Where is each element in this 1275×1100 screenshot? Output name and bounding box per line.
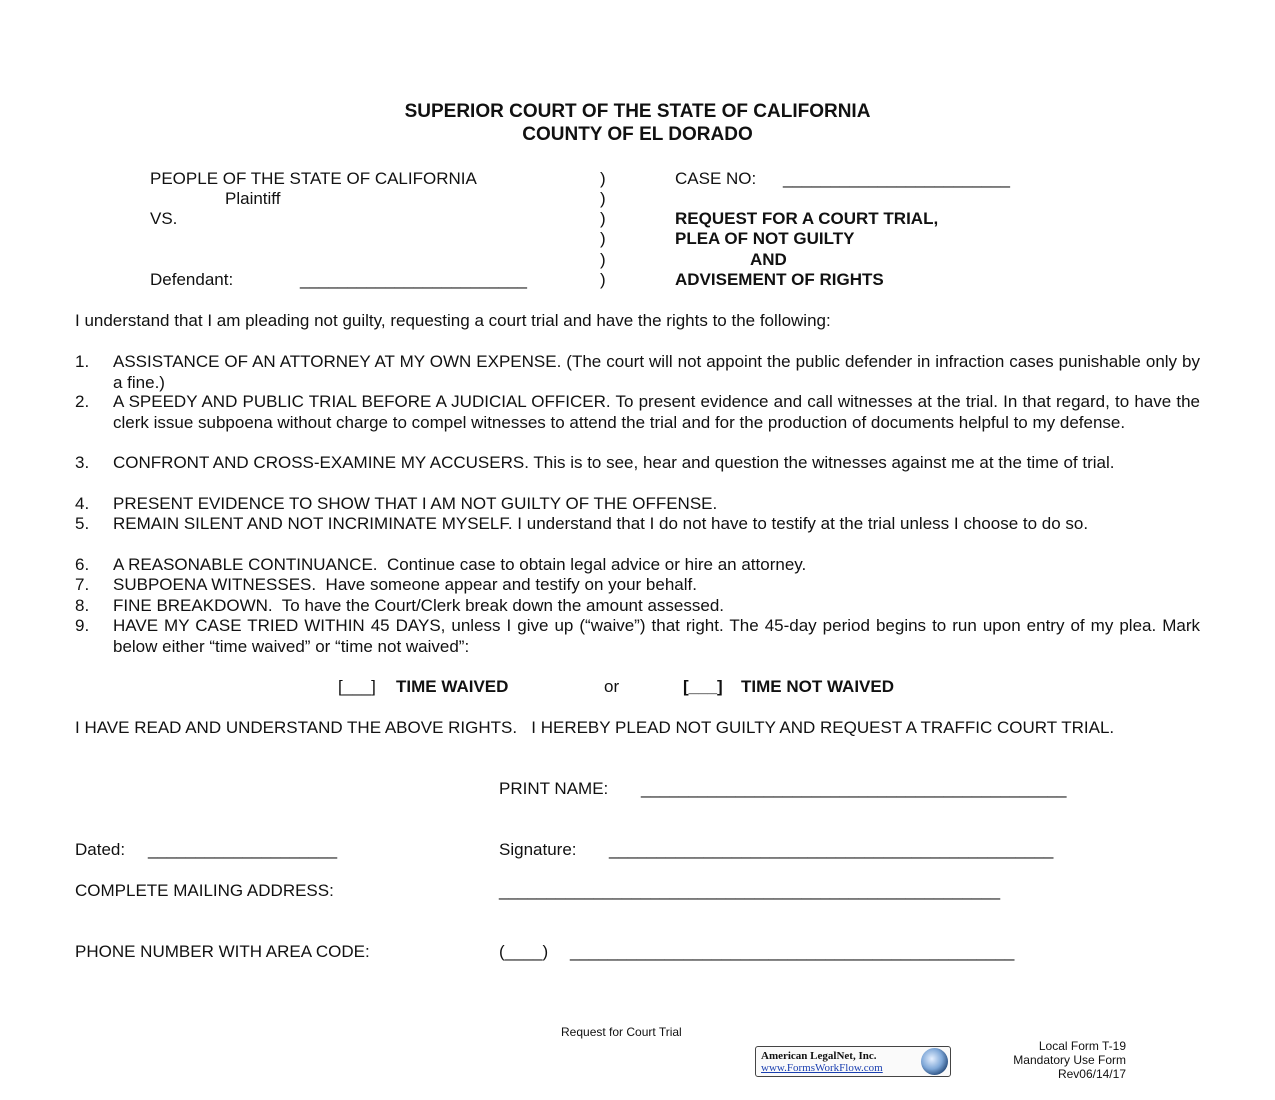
dated-label: Dated: bbox=[75, 840, 126, 859]
court-name: SUPERIOR COURT OF THE STATE OF CALIFORNIA bbox=[404, 101, 871, 122]
form-number: Local Form T-19 bbox=[1038, 1039, 1126, 1053]
print-name-label: PRINT NAME: bbox=[499, 779, 609, 798]
form-title-line2: PLEA OF NOT GUILTY bbox=[675, 229, 855, 248]
list-item: HAVE MY CASE TRIED WITHIN 45 DAYS, unless I give up (“waive”) that right. The 45-day period begins to run upon entry of my plea. Mark below either “time waived” or “time not waived”: bbox=[113, 616, 1200, 656]
versus-label: VS. bbox=[150, 209, 178, 228]
list-number: 4. bbox=[75, 494, 90, 513]
revision-date: Rev06/14/17 bbox=[1057, 1067, 1126, 1081]
list-item: REMAIN SILENT AND NOT INCRIMINATE MYSELF. I understand that I do not have to testify at the trial unless I choose to do so. bbox=[113, 514, 1089, 533]
list-item: CONFRONT AND CROSS-EXAMINE MY ACCUSERS. This is to see, hear and question the witnesses against me at the time of trial. bbox=[113, 453, 1115, 472]
form-title-line1: REQUEST FOR A COURT TRIAL, bbox=[675, 209, 939, 228]
list-item: A SPEEDY AND PUBLIC TRIAL BEFORE A JUDICIAL OFFICER. To present evidence and call witnesses at the trial. In that regard, to have the clerk issue subpoena without charge to compel witnesses to attend the trial and for the production of documents helpful to my defense. bbox=[113, 392, 1200, 432]
list-number: 5. bbox=[75, 514, 90, 533]
phone-label: PHONE NUMBER WITH AREA CODE: bbox=[75, 942, 370, 961]
plaintiff-label: Plaintiff bbox=[225, 189, 281, 208]
dated-field[interactable]: ____________________ bbox=[148, 840, 338, 859]
mailing-address-label: COMPLETE MAILING ADDRESS: bbox=[75, 881, 334, 900]
list-number: 9. bbox=[75, 616, 90, 635]
caption-paren: ) bbox=[600, 270, 606, 289]
phone-number-field[interactable]: _______________________________________________ bbox=[570, 942, 1015, 961]
plaintiff-name: PEOPLE OF THE STATE OF CALIFORNIA bbox=[150, 169, 477, 188]
mailing-address-field[interactable]: _____________________________________________________ bbox=[499, 881, 1001, 900]
defendant-label: Defendant: bbox=[150, 270, 234, 289]
list-item: FINE BREAKDOWN. To have the Court/Clerk break down the amount assessed. bbox=[113, 596, 725, 615]
form-title-line4: ADVISEMENT OF RIGHTS bbox=[675, 270, 884, 289]
signature-field[interactable]: _______________________________________________ bbox=[609, 840, 1054, 859]
or-label: or bbox=[604, 677, 620, 696]
time-waived-checkbox[interactable]: [___] bbox=[338, 677, 376, 696]
list-number: 6. bbox=[75, 555, 90, 574]
case-no-label: CASE NO: bbox=[675, 169, 757, 188]
list-item: SUBPOENA WITNESSES. Have someone appear and testify on your behalf. bbox=[113, 575, 697, 594]
defendant-field[interactable]: ________________________ bbox=[300, 270, 527, 289]
print-name-field[interactable]: _____________________________________________ bbox=[641, 779, 1067, 798]
caption-paren: ) bbox=[600, 250, 606, 269]
list-number: 2. bbox=[75, 392, 90, 411]
list-item: A REASONABLE CONTINUANCE. Continue case to obtain legal advice or hire an attorney. bbox=[113, 555, 807, 574]
logo-website-link[interactable]: www.FormsWorkFlow.com bbox=[761, 1062, 883, 1074]
mandatory-notice: Mandatory Use Form bbox=[1013, 1053, 1126, 1067]
caption-paren: ) bbox=[600, 229, 606, 248]
list-number: 1. bbox=[75, 352, 90, 371]
signature-label: Signature: bbox=[499, 840, 577, 859]
logo-company-name: American LegalNet, Inc. bbox=[761, 1050, 877, 1062]
list-item: ASSISTANCE OF AN ATTORNEY AT MY OWN EXPENSE. (The court will not appoint the public defender in infraction cases punishable only by a fine.) bbox=[113, 352, 1200, 392]
list-item: PRESENT EVIDENCE TO SHOW THAT I AM NOT GUILTY OF THE OFFENSE. bbox=[113, 494, 718, 513]
caption-paren: ) bbox=[600, 169, 606, 188]
acknowledgement: I HAVE READ AND UNDERSTAND THE ABOVE RIGHTS. I HEREBY PLEAD NOT GUILTY AND REQUEST A TRAFFIC COURT TRIAL. bbox=[75, 718, 1115, 737]
form-title-line3: AND bbox=[750, 250, 787, 269]
time-waived-label: TIME WAIVED bbox=[396, 677, 509, 696]
time-not-waived-label: TIME NOT WAIVED bbox=[741, 677, 894, 696]
intro-statement: I understand that I am pleading not guilty, requesting a court trial and have the rights to the following: bbox=[75, 311, 831, 330]
time-not-waived-checkbox[interactable]: [___] bbox=[683, 677, 723, 696]
list-number: 3. bbox=[75, 453, 90, 472]
caption-paren: ) bbox=[600, 189, 606, 208]
list-number: 8. bbox=[75, 596, 90, 615]
phone-area-code-field[interactable]: (____) bbox=[499, 942, 549, 961]
footer-title: Request for Court Trial bbox=[561, 1025, 682, 1039]
case-no-field[interactable]: ________________________ bbox=[783, 169, 1010, 188]
caption-paren: ) bbox=[600, 209, 606, 228]
county-name: COUNTY OF EL DORADO bbox=[522, 124, 753, 145]
list-number: 7. bbox=[75, 575, 90, 594]
